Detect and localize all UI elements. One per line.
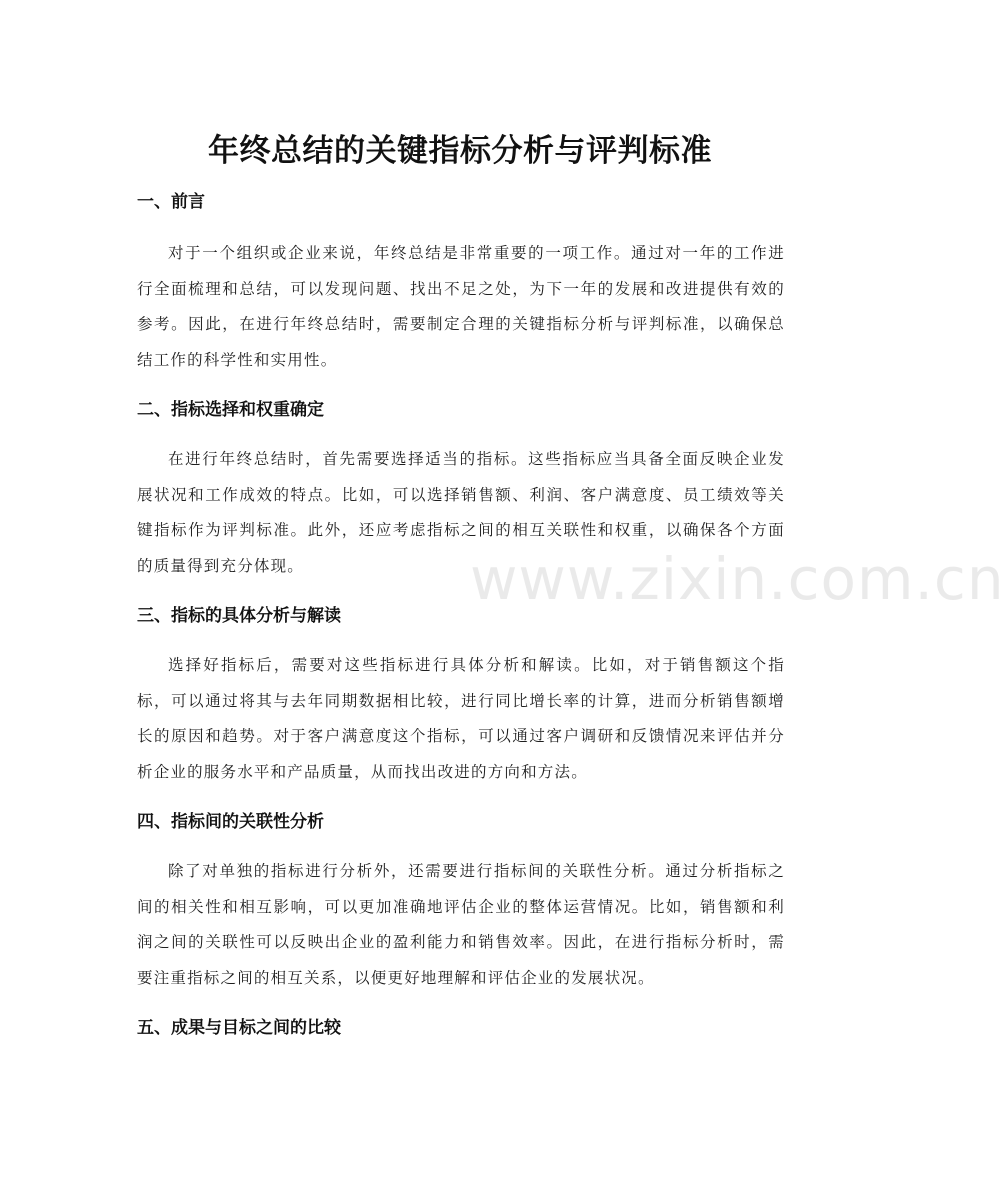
- document-body: [137, 188, 785, 1042]
- section-paragraph-indicator-selection: 在进行年终总结时，首先需要选择适当的指标。这些指标应当具备全面反映企业发展状况和工作成效的特点。比如，可以选择销售额、利润、客户满意度、员工绩效等关键指标作为评判标准。此外，还应考虑指标之间的相互关联性和权重，以确保各个方面的质量得到充分体现。: [137, 450, 785, 575]
- section-heading-indicator-selection: 二、指标选择和权重确定: [137, 400, 324, 420]
- document-title: 年终总结的关键指标分析与评判标准: [208, 132, 712, 169]
- section-heading-results-vs-goals: 五、成果与目标之间的比较: [137, 1018, 341, 1038]
- section-paragraph-preface: 对于一个组织或企业来说，年终总结是非常重要的一项工作。通过对一年的工作进行全面梳理和总结，可以发现问题、找出不足之处，为下一年的发展和改进提供有效的参考。因此，在进行年终总结时，需要制定合理的关键指标分析与评判标准，以确保总结工作的科学性和实用性。: [137, 244, 785, 369]
- section-paragraph-indicator-analysis: 选择好指标后，需要对这些指标进行具体分析和解读。比如，对于销售额这个指标，可以通过将其与去年同期数据相比较，进行同比增长率的计算，进而分析销售额增长的原因和趋势。对于客户满意度这个指标，可以通过客户调研和反馈情况来评估并分析企业的服务水平和产品质量，从而找出改进的方向和方法。: [137, 656, 785, 781]
- section-heading-preface: 一、前言: [137, 192, 205, 212]
- section-heading-correlation: 四、指标间的关联性分析: [137, 812, 324, 832]
- section-paragraph-correlation: 除了对单独的指标进行分析外，还需要进行指标间的关联性分析。通过分析指标之间的相关性和相互影响，可以更加准确地评估企业的整体运营情况。比如，销售额和利润之间的关联性可以反映出企业的盈利能力和销售效率。因此，在进行指标分析时，需要注重指标之间的相互关系，以便更好地理解和评估企业的发展状况。: [137, 862, 785, 987]
- watermark: www.zixin.com.cn: [470, 545, 1005, 613]
- section-heading-indicator-analysis: 三、指标的具体分析与解读: [137, 606, 341, 626]
